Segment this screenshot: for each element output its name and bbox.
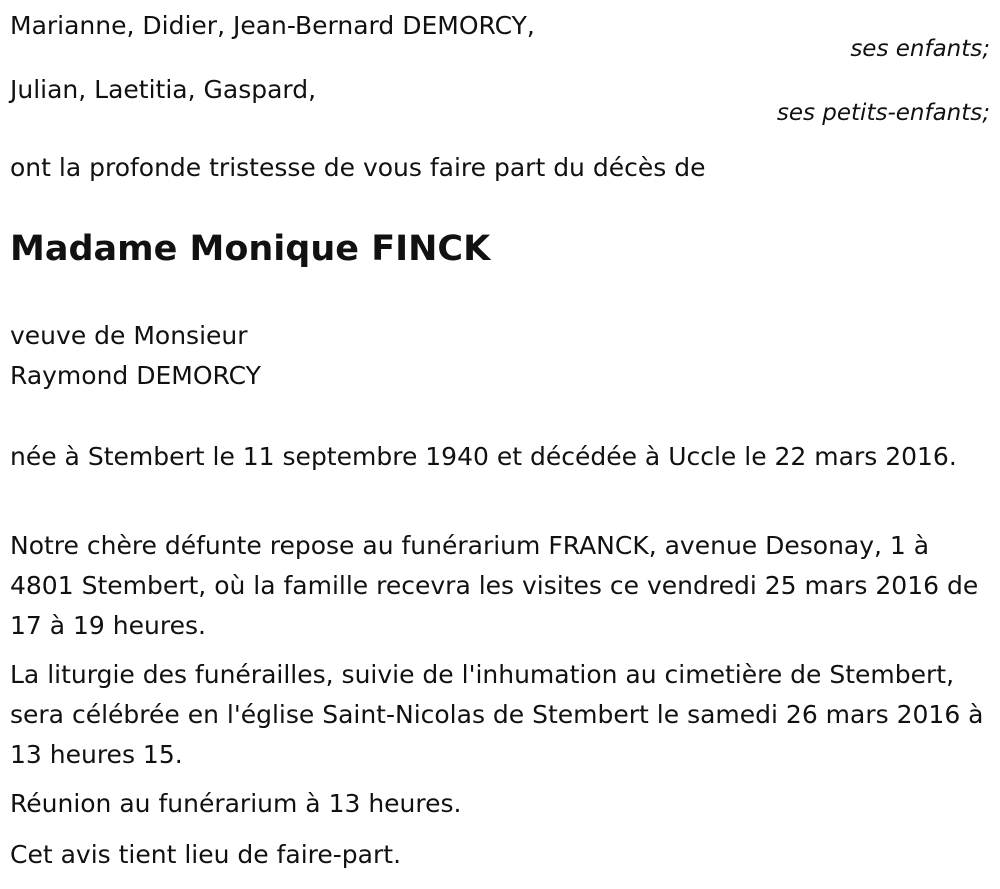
- widow-line-1: veuve de Monsieur: [10, 321, 248, 350]
- children-role: ses enfants;: [850, 36, 990, 62]
- liturgy-paragraph: La liturgie des funérailles, suivie de l'inhumation au cimetière de Stembert, sera célébrée en l'église Saint-Nicolas de Stembert le samedi 26 mars 2016 à 13 heures 15.: [10, 660, 984, 769]
- widow-line-2: Raymond DEMORCY: [10, 361, 261, 390]
- children-names: Marianne, Didier, Jean-Bernard DEMORCY,: [10, 11, 535, 40]
- birth-death-paragraph: née à Stembert le 11 septembre 1940 et décédée à Uccle le 22 mars 2016.: [10, 442, 957, 471]
- grandchildren-role: ses petits-enfants;: [776, 100, 990, 126]
- deceased-name: Madame Monique FINCK: [10, 229, 491, 269]
- funeral-home-paragraph: Notre chère défunte repose au funérarium FRANCK, avenue Desonay, 1 à 4801 Stembert, où la famille recevra les visites ce vendredi 25 mars 2016 de 17 à 19 heures.: [10, 531, 979, 640]
- announcement-text: ont la profonde tristesse de vous faire part du décès de: [10, 153, 706, 182]
- meeting-paragraph: Réunion au funérarium à 13 heures.: [10, 789, 462, 818]
- closing-paragraph: Cet avis tient lieu de faire-part.: [10, 840, 402, 869]
- grandchildren-names: Julian, Laetitia, Gaspard,: [10, 75, 317, 104]
